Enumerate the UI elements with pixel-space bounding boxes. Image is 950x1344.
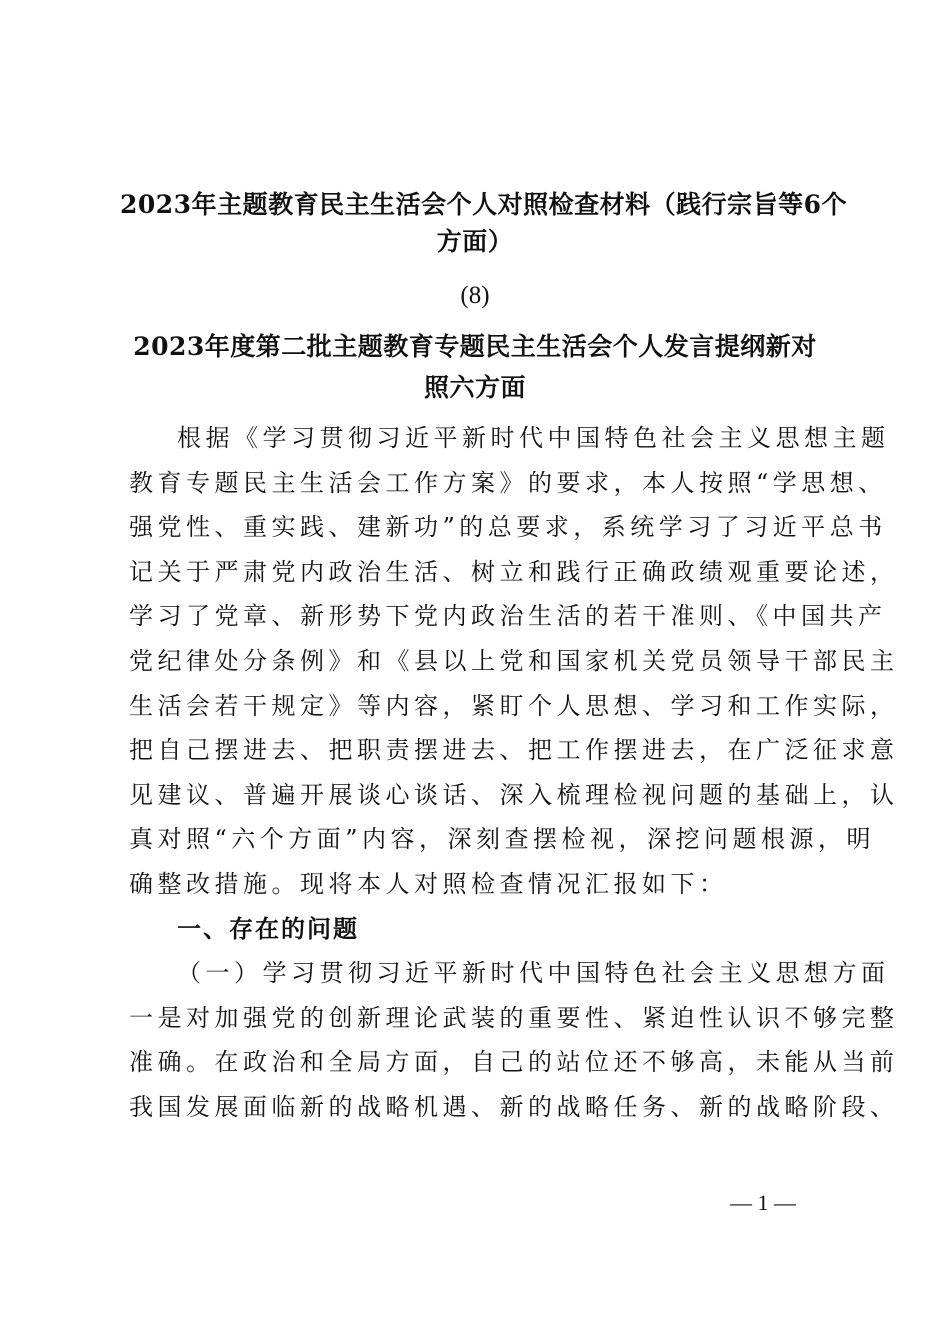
paragraph-line: 我国发展面临新的战略机遇、新的战略任务、新的战略阶段、 <box>129 1092 899 1121</box>
paragraph-line: 见建议、普遍开展谈心谈话、深入梳理检视问题的基础上，认 <box>129 780 899 809</box>
document-number: (8) <box>460 282 490 309</box>
paragraph-line: 记关于严肃党内政治生活、树立和践行正确政绩观重要论述， <box>129 557 899 586</box>
paragraph-line: 强党性、重实践、建新功”的总要求，系统学习了习近平总书 <box>129 513 887 542</box>
subsection-heading: （一）学习贯彻习近平新时代中国特色社会主义思想方面 <box>177 959 890 988</box>
paragraph-line: 把自己摆进去、把职责摆进去、把工作摆进去，在广泛征求意 <box>129 736 899 765</box>
paragraph-line: 生活会若干规定》等内容，紧盯个人思想、学习和工作实际， <box>129 691 899 720</box>
subtitle-line-2: 照六方面 <box>423 373 526 402</box>
section-heading: 一、存在的问题 <box>177 914 359 943</box>
body-text <box>129 416 899 1130</box>
paragraph-line: 准确。在政治和全局方面，自己的站位还不够高，未能从当前 <box>129 1048 899 1077</box>
paragraph-line: 确整改措施。现将本人对照检查情况汇报如下： <box>129 869 728 898</box>
title-line-2: 方面） <box>436 227 514 256</box>
paragraph-line: 教育专题民主生活会工作方案》的要求，本人按照“学思想、 <box>129 468 887 497</box>
title-line-1: 2023年主题教育民主生活会个人对照检查材料（践行宗旨等6个 <box>120 190 847 219</box>
paragraph-line: 根据《学习贯彻习近平新时代中国特色社会主义思想主题 <box>177 424 890 452</box>
paragraph-line: 真对照“六个方面”内容，深刻查摆检视，深挖问题根源，明 <box>129 825 876 854</box>
paragraph-line: 一是对加强党的创新理论武装的重要性、紧迫性认识不够完整 <box>129 1003 899 1032</box>
paragraph-line: 党纪律处分条例》和《县以上党和国家机关党员领导干部民主 <box>129 646 899 675</box>
page-number: — 1 — <box>730 1190 796 1215</box>
subtitle-line-1: 2023年度第二批主题教育专题民主生活会个人发言提纲新对 <box>133 332 817 361</box>
paragraph-line: 学习了党章、新形势下党内政治生活的若干准则、《中国共产 <box>129 602 887 631</box>
